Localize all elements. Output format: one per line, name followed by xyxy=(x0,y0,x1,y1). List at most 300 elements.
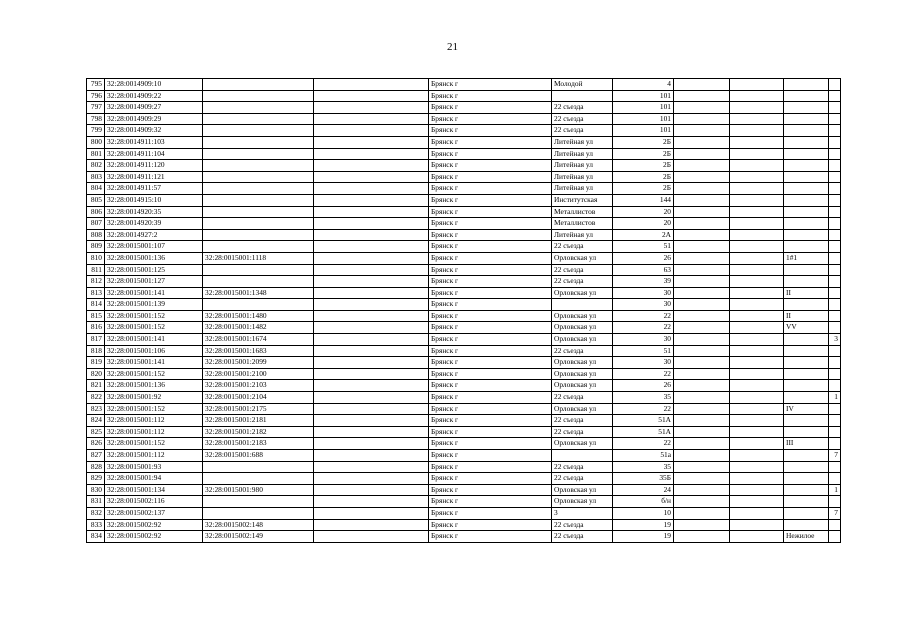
cell-premises-label xyxy=(784,171,829,183)
cell-blank-a xyxy=(674,473,730,485)
table-row xyxy=(87,160,841,172)
cell-city: Брянск г xyxy=(429,392,552,404)
cell-cadastral-number: 32:28:0015002:137 xyxy=(105,507,203,519)
cell-premises-number xyxy=(203,276,314,288)
cell-row-number: 821 xyxy=(87,380,105,392)
cell-extra-number: 3 xyxy=(829,334,841,346)
cell-extra-number xyxy=(829,102,841,114)
cell-extra-field xyxy=(314,241,429,253)
table-row xyxy=(87,357,841,369)
cell-cadastral-number: 32:28:0015001:152 xyxy=(105,310,203,322)
cell-row-number: 812 xyxy=(87,276,105,288)
cell-premises-label xyxy=(784,450,829,462)
cell-blank-b xyxy=(730,276,784,288)
cell-row-number: 827 xyxy=(87,450,105,462)
cell-extra-field xyxy=(314,148,429,160)
cell-city: Брянск г xyxy=(429,322,552,334)
cell-premises-label: 1#1 xyxy=(784,252,829,264)
cell-premises-number: 32:28:0015001:2100 xyxy=(203,368,314,380)
table-row xyxy=(87,484,841,496)
cell-cadastral-number: 32:28:0014927:2 xyxy=(105,229,203,241)
cell-premises-number: 32:28:0015001:2103 xyxy=(203,380,314,392)
cell-premises-number: 32:28:0015002:148 xyxy=(203,519,314,531)
cell-house-number: 51а xyxy=(613,450,674,462)
cell-house-number: 39 xyxy=(613,276,674,288)
cell-premises-label: VV xyxy=(784,322,829,334)
cell-row-number: 803 xyxy=(87,171,105,183)
table-row xyxy=(87,276,841,288)
table-row xyxy=(87,79,841,91)
cell-extra-number xyxy=(829,357,841,369)
cell-street: Литейная ул xyxy=(552,148,613,160)
cell-row-number: 802 xyxy=(87,160,105,172)
cell-street: Орловская ул xyxy=(552,403,613,415)
cell-row-number: 817 xyxy=(87,334,105,346)
cell-blank-a xyxy=(674,264,730,276)
cell-cadastral-number: 32:28:0015001:112 xyxy=(105,450,203,462)
cell-premises-label xyxy=(784,380,829,392)
cell-extra-field xyxy=(314,160,429,172)
cell-extra-field xyxy=(314,357,429,369)
table-row xyxy=(87,287,841,299)
table-row xyxy=(87,496,841,508)
cell-blank-a xyxy=(674,252,730,264)
cell-row-number: 807 xyxy=(87,218,105,230)
table-row xyxy=(87,473,841,485)
cell-extra-field xyxy=(314,276,429,288)
cell-cadastral-number: 32:28:0015002:92 xyxy=(105,519,203,531)
cell-premises-label xyxy=(784,496,829,508)
cell-blank-a xyxy=(674,125,730,137)
cell-row-number: 797 xyxy=(87,102,105,114)
table-row xyxy=(87,322,841,334)
cell-extra-field xyxy=(314,507,429,519)
cell-extra-field xyxy=(314,322,429,334)
cell-premises-label xyxy=(784,125,829,137)
cell-street: Орловская ул xyxy=(552,438,613,450)
cell-blank-b xyxy=(730,438,784,450)
cell-premises-label xyxy=(784,415,829,427)
cell-city: Брянск г xyxy=(429,357,552,369)
cell-house-number: 19 xyxy=(613,519,674,531)
cell-street: 22 съезда xyxy=(552,276,613,288)
cell-extra-number xyxy=(829,380,841,392)
cell-extra-number xyxy=(829,113,841,125)
cell-house-number: 35Б xyxy=(613,473,674,485)
cell-extra-number xyxy=(829,345,841,357)
cell-blank-a xyxy=(674,426,730,438)
cell-premises-label xyxy=(784,507,829,519)
cell-premises-label xyxy=(784,241,829,253)
cell-extra-field xyxy=(314,125,429,137)
cell-house-number: 144 xyxy=(613,194,674,206)
table-row xyxy=(87,310,841,322)
cell-cadastral-number: 32:28:0015001:107 xyxy=(105,241,203,253)
cell-blank-b xyxy=(730,171,784,183)
cell-premises-label: Нежилое xyxy=(784,531,829,543)
cell-extra-field xyxy=(314,473,429,485)
cell-blank-b xyxy=(730,229,784,241)
cell-blank-b xyxy=(730,380,784,392)
cell-extra-field xyxy=(314,496,429,508)
cell-blank-a xyxy=(674,415,730,427)
table-row xyxy=(87,136,841,148)
cell-extra-field xyxy=(314,194,429,206)
cell-row-number: 825 xyxy=(87,426,105,438)
cell-row-number: 819 xyxy=(87,357,105,369)
cell-premises-number: 32:28:0015001:2183 xyxy=(203,438,314,450)
cell-city: Брянск г xyxy=(429,507,552,519)
cell-street: 22 съезда xyxy=(552,461,613,473)
cell-extra-number xyxy=(829,194,841,206)
cell-cadastral-number: 32:28:0015001:125 xyxy=(105,264,203,276)
cell-extra-field xyxy=(314,90,429,102)
cell-extra-number xyxy=(829,136,841,148)
cell-blank-b xyxy=(730,102,784,114)
cell-street: Орловская ул xyxy=(552,310,613,322)
cell-row-number: 829 xyxy=(87,473,105,485)
cell-blank-a xyxy=(674,496,730,508)
cell-blank-b xyxy=(730,450,784,462)
cell-premises-number: 32:28:0015001:688 xyxy=(203,450,314,462)
cell-house-number: 26 xyxy=(613,380,674,392)
cell-city: Брянск г xyxy=(429,403,552,415)
cell-extra-number xyxy=(829,426,841,438)
cell-cadastral-number: 32:28:0014909:27 xyxy=(105,102,203,114)
cell-extra-field xyxy=(314,334,429,346)
cell-blank-a xyxy=(674,241,730,253)
cell-street: Литейная ул xyxy=(552,183,613,195)
cell-house-number: 22 xyxy=(613,403,674,415)
cell-street: 22 съезда xyxy=(552,531,613,543)
cell-extra-field xyxy=(314,426,429,438)
cell-extra-field xyxy=(314,171,429,183)
cell-extra-number: 7 xyxy=(829,507,841,519)
cell-city: Брянск г xyxy=(429,380,552,392)
cell-premises-number: 32:28:0015001:1683 xyxy=(203,345,314,357)
cell-premises-number xyxy=(203,79,314,91)
cell-row-number: 822 xyxy=(87,392,105,404)
cell-blank-a xyxy=(674,368,730,380)
cell-extra-number xyxy=(829,310,841,322)
cell-premises-number xyxy=(203,113,314,125)
table-row xyxy=(87,380,841,392)
cell-street: 22 съезда xyxy=(552,125,613,137)
cell-cadastral-number: 32:28:0015001:112 xyxy=(105,426,203,438)
cell-cadastral-number: 32:28:0015002:116 xyxy=(105,496,203,508)
cell-premises-label xyxy=(784,368,829,380)
cell-house-number: 101 xyxy=(613,90,674,102)
table-row xyxy=(87,102,841,114)
cell-blank-a xyxy=(674,299,730,311)
cell-blank-b xyxy=(730,507,784,519)
cell-house-number: 2Б xyxy=(613,148,674,160)
cell-extra-number xyxy=(829,229,841,241)
cell-extra-number xyxy=(829,148,841,160)
cell-blank-b xyxy=(730,136,784,148)
cell-cadastral-number: 32:28:0015001:152 xyxy=(105,403,203,415)
cell-blank-b xyxy=(730,531,784,543)
cell-premises-label xyxy=(784,461,829,473)
cell-extra-number xyxy=(829,90,841,102)
cell-premises-label xyxy=(784,345,829,357)
cell-street: 22 съезда xyxy=(552,473,613,485)
cell-cadastral-number: 32:28:0015001:92 xyxy=(105,392,203,404)
cell-blank-b xyxy=(730,264,784,276)
cell-premises-label xyxy=(784,484,829,496)
cell-extra-field xyxy=(314,380,429,392)
cell-blank-a xyxy=(674,102,730,114)
cell-blank-a xyxy=(674,194,730,206)
cell-premises-label xyxy=(784,148,829,160)
cell-city: Брянск г xyxy=(429,264,552,276)
cell-row-number: 833 xyxy=(87,519,105,531)
cell-cadastral-number: 32:28:0014909:22 xyxy=(105,90,203,102)
cell-premises-number xyxy=(203,206,314,218)
cell-cadastral-number: 32:28:0015001:136 xyxy=(105,252,203,264)
cell-city: Брянск г xyxy=(429,79,552,91)
cell-premises-number xyxy=(203,218,314,230)
cell-row-number: 801 xyxy=(87,148,105,160)
cell-extra-number xyxy=(829,252,841,264)
cell-extra-field xyxy=(314,345,429,357)
cell-street: Орловская ул xyxy=(552,368,613,380)
cell-premises-label xyxy=(784,113,829,125)
table-row xyxy=(87,415,841,427)
cell-house-number: 30 xyxy=(613,334,674,346)
cell-extra-number xyxy=(829,218,841,230)
cell-premises-label xyxy=(784,79,829,91)
table-row xyxy=(87,403,841,415)
cell-premises-label xyxy=(784,206,829,218)
table-row xyxy=(87,241,841,253)
page-number: 21 xyxy=(447,41,458,53)
cell-city: Брянск г xyxy=(429,241,552,253)
cell-premises-number: 32:28:0015001:2181 xyxy=(203,415,314,427)
cell-premises-number: 32:28:0015001:980 xyxy=(203,484,314,496)
cell-city: Брянск г xyxy=(429,90,552,102)
cell-blank-a xyxy=(674,438,730,450)
cell-blank-b xyxy=(730,473,784,485)
cell-cadastral-number: 32:28:0014920:39 xyxy=(105,218,203,230)
cell-premises-number: 32:28:0015002:149 xyxy=(203,531,314,543)
cell-premises-number xyxy=(203,183,314,195)
cell-cadastral-number: 32:28:0015001:136 xyxy=(105,380,203,392)
cell-blank-a xyxy=(674,136,730,148)
cell-extra-field xyxy=(314,531,429,543)
cell-premises-label xyxy=(784,160,829,172)
cell-street: Орловская ул xyxy=(552,357,613,369)
cell-row-number: 818 xyxy=(87,345,105,357)
cell-cadastral-number: 32:28:0015001:152 xyxy=(105,368,203,380)
cell-cadastral-number: 32:28:0014909:10 xyxy=(105,79,203,91)
cell-cadastral-number: 32:28:0015001:134 xyxy=(105,484,203,496)
cell-street: Литейная ул xyxy=(552,229,613,241)
registry-table xyxy=(86,78,841,543)
cell-premises-number xyxy=(203,264,314,276)
cell-premises-number xyxy=(203,229,314,241)
cell-extra-field xyxy=(314,136,429,148)
cell-row-number: 798 xyxy=(87,113,105,125)
cell-city: Брянск г xyxy=(429,287,552,299)
cell-blank-a xyxy=(674,218,730,230)
cell-extra-field xyxy=(314,206,429,218)
table-row xyxy=(87,507,841,519)
cell-extra-field xyxy=(314,403,429,415)
table-row xyxy=(87,183,841,195)
cell-row-number: 800 xyxy=(87,136,105,148)
cell-row-number: 796 xyxy=(87,90,105,102)
cell-row-number: 831 xyxy=(87,496,105,508)
cell-blank-a xyxy=(674,380,730,392)
cell-premises-label xyxy=(784,102,829,114)
cell-premises-number: 32:28:0015001:2182 xyxy=(203,426,314,438)
cell-street: 22 съезда xyxy=(552,415,613,427)
cell-premises-label xyxy=(784,276,829,288)
cell-house-number: 51 xyxy=(613,241,674,253)
cell-extra-field xyxy=(314,113,429,125)
cell-row-number: 795 xyxy=(87,79,105,91)
cell-street: Металлистов xyxy=(552,206,613,218)
table-row xyxy=(87,531,841,543)
cell-premises-label xyxy=(784,264,829,276)
cell-house-number: 101 xyxy=(613,125,674,137)
cell-premises-number xyxy=(203,299,314,311)
cell-blank-b xyxy=(730,287,784,299)
cell-house-number: 2А xyxy=(613,229,674,241)
cell-premises-number: 32:28:0015001:1482 xyxy=(203,322,314,334)
cell-street: 22 съезда xyxy=(552,519,613,531)
cell-city: Брянск г xyxy=(429,125,552,137)
cell-premises-number xyxy=(203,102,314,114)
cell-house-number: 26 xyxy=(613,252,674,264)
cell-extra-field xyxy=(314,102,429,114)
cell-house-number: 2Б xyxy=(613,136,674,148)
cell-city: Брянск г xyxy=(429,136,552,148)
cell-city: Брянск г xyxy=(429,160,552,172)
cell-extra-number xyxy=(829,415,841,427)
cell-blank-a xyxy=(674,287,730,299)
cell-blank-b xyxy=(730,345,784,357)
cell-cadastral-number: 32:28:0014915:10 xyxy=(105,194,203,206)
cell-city: Брянск г xyxy=(429,113,552,125)
cell-blank-b xyxy=(730,461,784,473)
cell-extra-number: 7 xyxy=(829,450,841,462)
cell-city: Брянск г xyxy=(429,206,552,218)
cell-blank-b xyxy=(730,484,784,496)
table-row xyxy=(87,392,841,404)
cell-extra-field xyxy=(314,252,429,264)
cell-blank-a xyxy=(674,276,730,288)
cell-city: Брянск г xyxy=(429,148,552,160)
cell-premises-number xyxy=(203,148,314,160)
cell-extra-field xyxy=(314,264,429,276)
cell-city: Брянск г xyxy=(429,194,552,206)
cell-premises-number xyxy=(203,473,314,485)
cell-city: Брянск г xyxy=(429,531,552,543)
cell-extra-number xyxy=(829,438,841,450)
cell-premises-label: II xyxy=(784,287,829,299)
cell-city: Брянск г xyxy=(429,415,552,427)
cell-blank-a xyxy=(674,160,730,172)
cell-street: Орловская ул xyxy=(552,252,613,264)
cell-house-number: 101 xyxy=(613,113,674,125)
cell-house-number: 20 xyxy=(613,206,674,218)
cell-premises-label xyxy=(784,334,829,346)
cell-premises-number xyxy=(203,125,314,137)
cell-row-number: 809 xyxy=(87,241,105,253)
table-row xyxy=(87,426,841,438)
cell-city: Брянск г xyxy=(429,473,552,485)
cell-premises-number: 32:28:0015001:1480 xyxy=(203,310,314,322)
cell-extra-number xyxy=(829,299,841,311)
cell-street: 22 съезда xyxy=(552,345,613,357)
cell-street: Орловская ул xyxy=(552,322,613,334)
cell-extra-field xyxy=(314,218,429,230)
cell-street xyxy=(552,450,613,462)
cell-row-number: 830 xyxy=(87,484,105,496)
cell-blank-b xyxy=(730,368,784,380)
cell-city: Брянск г xyxy=(429,183,552,195)
cell-premises-label xyxy=(784,136,829,148)
cell-extra-number xyxy=(829,171,841,183)
cell-row-number: 820 xyxy=(87,368,105,380)
cell-street: Институтская xyxy=(552,194,613,206)
cell-blank-b xyxy=(730,322,784,334)
cell-street: 22 съезда xyxy=(552,264,613,276)
cell-blank-a xyxy=(674,357,730,369)
table-row xyxy=(87,519,841,531)
cell-city: Брянск г xyxy=(429,519,552,531)
cell-city: Брянск г xyxy=(429,229,552,241)
table-row xyxy=(87,125,841,137)
cell-street: 22 съезда xyxy=(552,102,613,114)
table-body xyxy=(87,79,841,543)
cell-city: Брянск г xyxy=(429,310,552,322)
cell-blank-a xyxy=(674,229,730,241)
cell-extra-field xyxy=(314,461,429,473)
cell-street: 22 съезда xyxy=(552,426,613,438)
cell-blank-b xyxy=(730,113,784,125)
cell-street: Орловская ул xyxy=(552,496,613,508)
cell-blank-b xyxy=(730,206,784,218)
cell-cadastral-number: 32:28:0014911:120 xyxy=(105,160,203,172)
cell-blank-b xyxy=(730,334,784,346)
cell-extra-number xyxy=(829,519,841,531)
cell-cadastral-number: 32:28:0014911:103 xyxy=(105,136,203,148)
cell-row-number: 806 xyxy=(87,206,105,218)
cell-house-number: 35 xyxy=(613,392,674,404)
cell-extra-number: 1 xyxy=(829,392,841,404)
cell-extra-number xyxy=(829,183,841,195)
cell-house-number: 51А xyxy=(613,415,674,427)
cell-house-number: б/н xyxy=(613,496,674,508)
cell-blank-a xyxy=(674,531,730,543)
cell-blank-a xyxy=(674,310,730,322)
cell-extra-number xyxy=(829,276,841,288)
cell-premises-number xyxy=(203,90,314,102)
table-row xyxy=(87,148,841,160)
cell-cadastral-number: 32:28:0015001:127 xyxy=(105,276,203,288)
cell-extra-number xyxy=(829,79,841,91)
cell-street xyxy=(552,90,613,102)
cell-extra-field xyxy=(314,79,429,91)
cell-cadastral-number: 32:28:0015001:94 xyxy=(105,473,203,485)
cell-cadastral-number: 32:28:0015001:141 xyxy=(105,334,203,346)
cell-blank-a xyxy=(674,148,730,160)
table-row xyxy=(87,113,841,125)
table-row xyxy=(87,264,841,276)
